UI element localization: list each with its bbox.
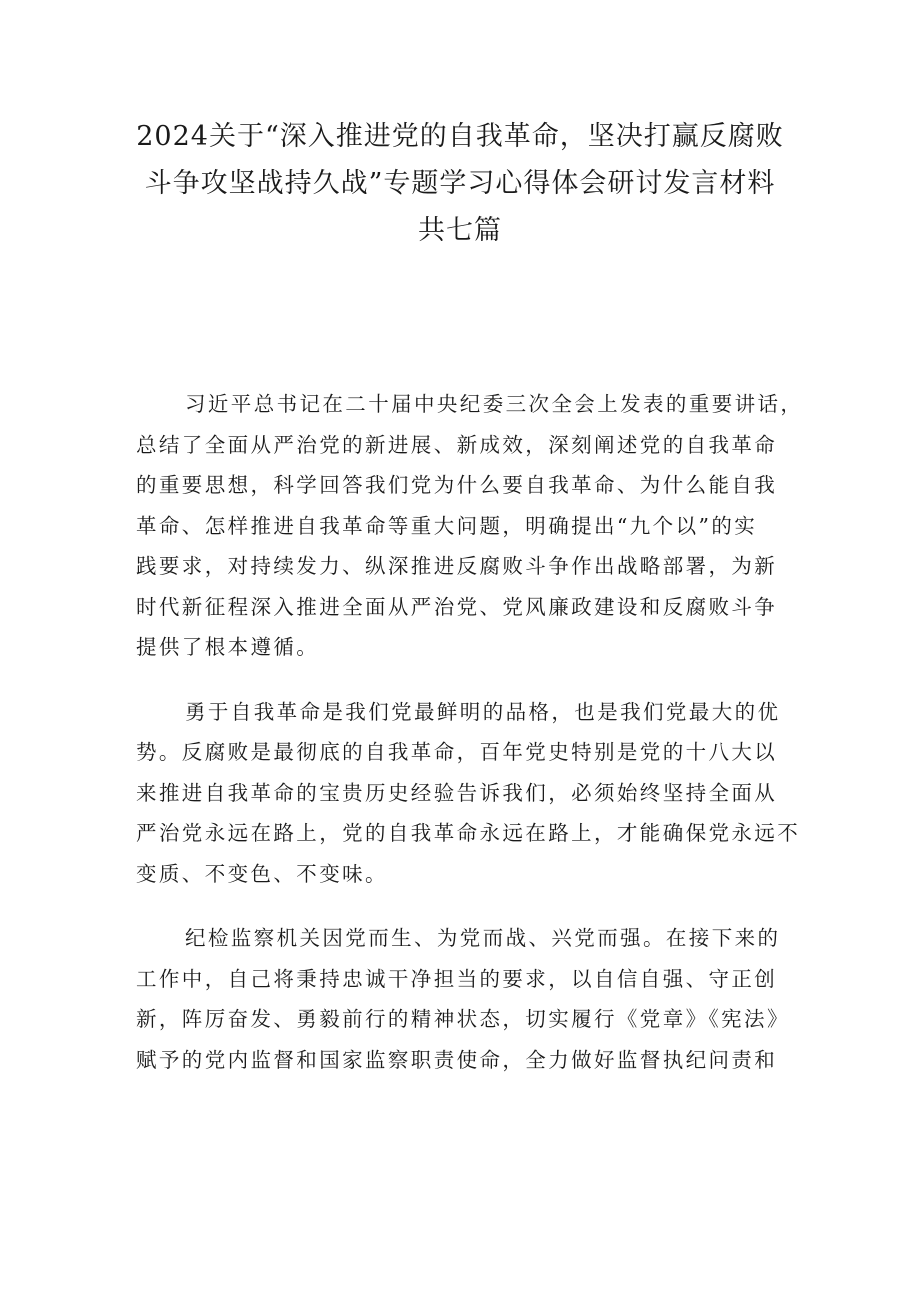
- title-line-3: 共七篇: [418, 215, 502, 246]
- paragraph-line: 赋予的党内监督和国家监察职责使命，全力做好监督执纪问责和: [136, 1047, 778, 1072]
- document-body: [136, 384, 806, 1104]
- paragraph-line: 提供了根本遵循。: [136, 635, 320, 659]
- paragraph-line: 来推进自我革命的宝贵历史经验告诉我们，必须始终坚持全面从: [136, 780, 778, 805]
- paragraph-line: 变质、不变色、不变味。: [136, 861, 388, 886]
- paragraph-line: 的重要思想，科学回答我们党为什么要自我革命、为什么能自我: [136, 473, 778, 497]
- paragraph-line: 践要求，对持续发力、纵深推进反腐败斗争作出战略部署，为新: [136, 554, 778, 578]
- paragraph-line: 严治党永远在路上，党的自我革命永远在路上，才能确保党永远不: [136, 821, 801, 845]
- title-line-2: 斗争攻坚战持久战”专题学习心得体会研讨发言材料: [144, 168, 776, 199]
- title-line-1: 2024关于“深入推进党的自我革命，坚决打赢反腐败: [136, 121, 784, 152]
- paragraph-line: 革命、怎样推进自我革命等重大问题，明确提出“九个以”的实: [136, 513, 758, 538]
- paragraph-line: 纪检监察机关因党而生、为党而战、兴党而强。在接下来的: [185, 926, 781, 950]
- paragraph-line: 势。反腐败是最彻底的自我革命，百年党史特别是党的十八大以: [136, 740, 778, 764]
- paragraph-line: 时代新征程深入推进全面从严治党、党风廉政建设和反腐败斗争: [136, 594, 778, 619]
- paragraph-3: [136, 918, 806, 1080]
- paragraph-line: 习近平总书记在二十届中央纪委三次全会上发表的重要讲话，: [185, 392, 804, 416]
- paragraph-1: [136, 384, 806, 668]
- paragraph-line: 工作中，自己将秉持忠诚干净担当的要求，以自信自强、守正创: [136, 966, 778, 991]
- paragraph-line: 总结了全面从严治党的新进展、新成效，深刻阐述党的自我革命: [136, 432, 778, 457]
- document-title: [120, 113, 800, 254]
- paragraph-2: [136, 692, 806, 895]
- paragraph-line: 勇于自我革命是我们党最鲜明的品格，也是我们党最大的优: [185, 699, 781, 724]
- paragraph-line: 新，阵厉奋发、勇毅前行的精神状态，切实履行《党章》《宪法》: [136, 1007, 790, 1031]
